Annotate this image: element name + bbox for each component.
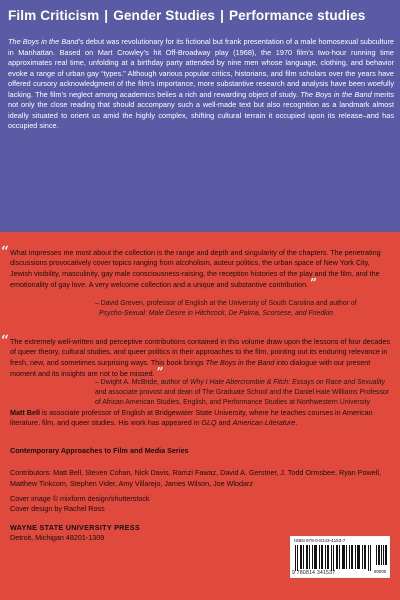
description-title-2: The Boys in the Band (300, 89, 372, 99)
author-name: Matt Bell (10, 408, 40, 417)
book-description (8, 37, 394, 132)
category-performance-studies: Performance studies (228, 8, 366, 23)
quote-2-attribution-prefix: – Dwight A. McBride, author of (95, 379, 190, 386)
top-panel (0, 0, 400, 232)
quote-1-text: What impresses me most about the collection is the range and depth and singularity of the chapters. The penetrating discussions provocatively cover topics ranging from alcoholism, auteur politics, the urban space of New York City, Jewish visibility, masculinity, gay male consciousness-raising, the reception histories of the play and the film, and the emotionality of gay love. A very welcome collection and a unique and substantive contribution. (10, 248, 381, 290)
cover-design-credit: Cover design by Rachel Ross (10, 504, 105, 514)
publisher-address: Detroit, Michigan 48201-1309 (10, 533, 105, 542)
contributors-list: Contributors: Matt Bell, Steven Cohan, Nick Davis, Ramzi Fawaz, David A. Gerstner, J. Todd Ormsbee, Ryan Powell, Matthew Tinkcom, Stephen Vider, Amy Villarejo, James Wilson, Joe Wlodarz (10, 468, 381, 489)
category-gender-studies: Gender Studies (113, 8, 216, 23)
quote-1-attribution (95, 299, 393, 319)
quote-2-attribution (95, 378, 395, 408)
quote-1-attribution-book: Psycho-Sexual: Male Desire in Hitchcock, De Palma, Scorsese, and Friedkin (99, 310, 333, 317)
bio-journal-2: American Literature (232, 418, 296, 428)
quote-2-title: The Boys in the Band (205, 357, 275, 367)
quote-2-text-2: into dialogue with our present moment and its insights are not to be missed. (10, 357, 371, 379)
close-quote-icon: ” (310, 276, 317, 291)
bio-end: . (295, 418, 298, 428)
description-text-1: ’s debut was revolutionary for its fictional but frank presentation of a male homosexual subculture in Manhattan. Based on Mart Crowley’s hit Off-Broadway play (1968), the 1970 film’s two-hour running time approximates real time, unfolding at a birthday party attended by nine men whose language, clothing, and behavior evoke a range of urban gay “types.” Although various popular critics, historians, and film scholars over the years have offered cursory acknowledgment of the film’s importance, more substantive research and analysis have been woefully lacking. The film’s neglect among academics belies a rich and rewarding object of study. (8, 37, 394, 99)
isbn-label: ISBN 978-0-8143-4153-7 (294, 538, 346, 543)
price-code: 90000 (374, 569, 387, 574)
bio-journal-1: GLQ (201, 418, 217, 428)
series-name: Contemporary Approaches to Film and Media Series (10, 446, 189, 455)
cover-image-credit: Cover image © mixform design/shutterstock (10, 494, 150, 503)
quote-2-attribution-book: Why I Hate Abercrombie & Fitch: Essays on Race and Sexuality (189, 379, 386, 386)
description-text-2: merits not only the close reading that should accompany such a well-made text but also recognition as a landmark almost ideally situated to orient us amid the highly complex, shifting cultural terrain it occupied upon its release–and has occupied since. (8, 89, 394, 131)
price-barcode-icon (376, 545, 388, 565)
close-quote-icon: ” (156, 365, 164, 380)
quote-2-attribution-rest: and associate provost and dean of The Graduate School and the Daniel Hale Williams Professor of African American Studies, English, and Performance Studies at Northwestern University (95, 389, 390, 406)
open-quote-icon: “ (1, 244, 10, 260)
cover-credits (10, 494, 210, 515)
category-line (8, 8, 398, 23)
open-quote-icon: “ (1, 333, 10, 349)
isbn-barcode-box (290, 536, 390, 578)
bio-and: and (216, 418, 233, 428)
publisher-name: WAYNE STATE UNIVERSITY PRESS (10, 523, 140, 532)
review-quote-2 (1, 333, 392, 380)
barcode-icon (294, 545, 374, 571)
review-quote-1 (1, 244, 392, 291)
publisher-block (10, 523, 230, 543)
quote-2-text-1: The extremely well-written and perceptive contributions contained in this volume draw upon the lessons of four decades of queer theory, cultural studies, and queer politics in their approaches to the film, pointing out its enduring relevance in fresh, new, and sometimes surprising ways. This book brings (10, 337, 390, 367)
author-bio (10, 408, 392, 429)
bio-text: is associate professor of English at Bridgewater State University, where he teaches courses in American literature, film, and queer studies. His work has appeared in (10, 408, 373, 428)
category-separator: | (104, 8, 109, 23)
barcode-number: 9 780814 341537 (292, 570, 336, 576)
quote-1-attribution-line: – David Greven, professor of English at the University of South Carolina and author of (95, 300, 357, 307)
category-film-criticism: Film Criticism (8, 8, 100, 23)
category-separator: | (220, 8, 224, 23)
description-title: The Boys in the Band (8, 37, 79, 46)
